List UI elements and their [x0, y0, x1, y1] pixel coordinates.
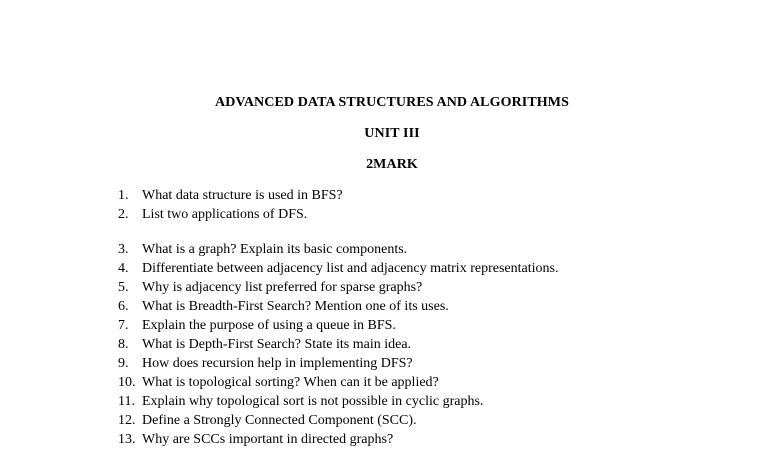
- document-title: ADVANCED DATA STRUCTURES AND ALGORITHMS: [215, 95, 569, 110]
- question-text: How does recursion help in implementing DFS?: [142, 356, 413, 371]
- question-item: [118, 430, 738, 449]
- question-item: [118, 411, 738, 430]
- question-text: What is a graph? Explain its basic components.: [142, 242, 408, 257]
- question-item: [118, 392, 738, 411]
- question-item: [118, 354, 738, 373]
- question-text: Differentiate between adjacency list and adjacency matrix representations.: [142, 261, 559, 276]
- question-number: 13.: [118, 432, 136, 447]
- question-number: 2.: [118, 207, 129, 222]
- question-number: 6.: [118, 299, 129, 314]
- question-text: What is topological sorting? When can it be applied?: [142, 375, 439, 390]
- question-text: Why is adjacency list preferred for sparse graphs?: [142, 280, 423, 295]
- question-number: 4.: [118, 261, 129, 276]
- question-number: 8.: [118, 337, 129, 352]
- question-number: 7.: [118, 318, 129, 333]
- question-list: [118, 186, 738, 449]
- question-number: 1.: [118, 188, 129, 203]
- question-text: What is Breadth-First Search? Mention one of its uses.: [142, 299, 449, 314]
- question-item: [118, 316, 738, 335]
- question-number: 9.: [118, 356, 129, 371]
- question-item: [118, 205, 738, 224]
- question-text: Explain why topological sort is not possible in cyclic graphs.: [142, 394, 484, 409]
- question-number: 12.: [118, 413, 136, 428]
- question-text: What is Depth-First Search? State its main idea.: [142, 337, 412, 352]
- question-item: [118, 335, 738, 354]
- question-item: [118, 240, 738, 259]
- question-item: [118, 186, 738, 205]
- question-item: [118, 259, 738, 278]
- unit-heading: UNIT III: [364, 126, 420, 141]
- section-heading: 2MARK: [366, 157, 418, 172]
- question-number: 3.: [118, 242, 129, 257]
- question-item: [118, 373, 738, 392]
- question-text: What data structure is used in BFS?: [142, 188, 343, 203]
- question-text: Explain the purpose of using a queue in BFS.: [142, 318, 396, 333]
- question-number: 5.: [118, 280, 129, 295]
- question-number: 10.: [118, 375, 136, 390]
- question-number: 11.: [118, 394, 135, 409]
- question-item: [118, 297, 738, 316]
- question-text: Why are SCCs important in directed graphs?: [142, 432, 394, 447]
- question-text: List two applications of DFS.: [142, 207, 308, 222]
- question-text: Define a Strongly Connected Component (SCC).: [142, 413, 417, 428]
- question-item: [118, 278, 738, 297]
